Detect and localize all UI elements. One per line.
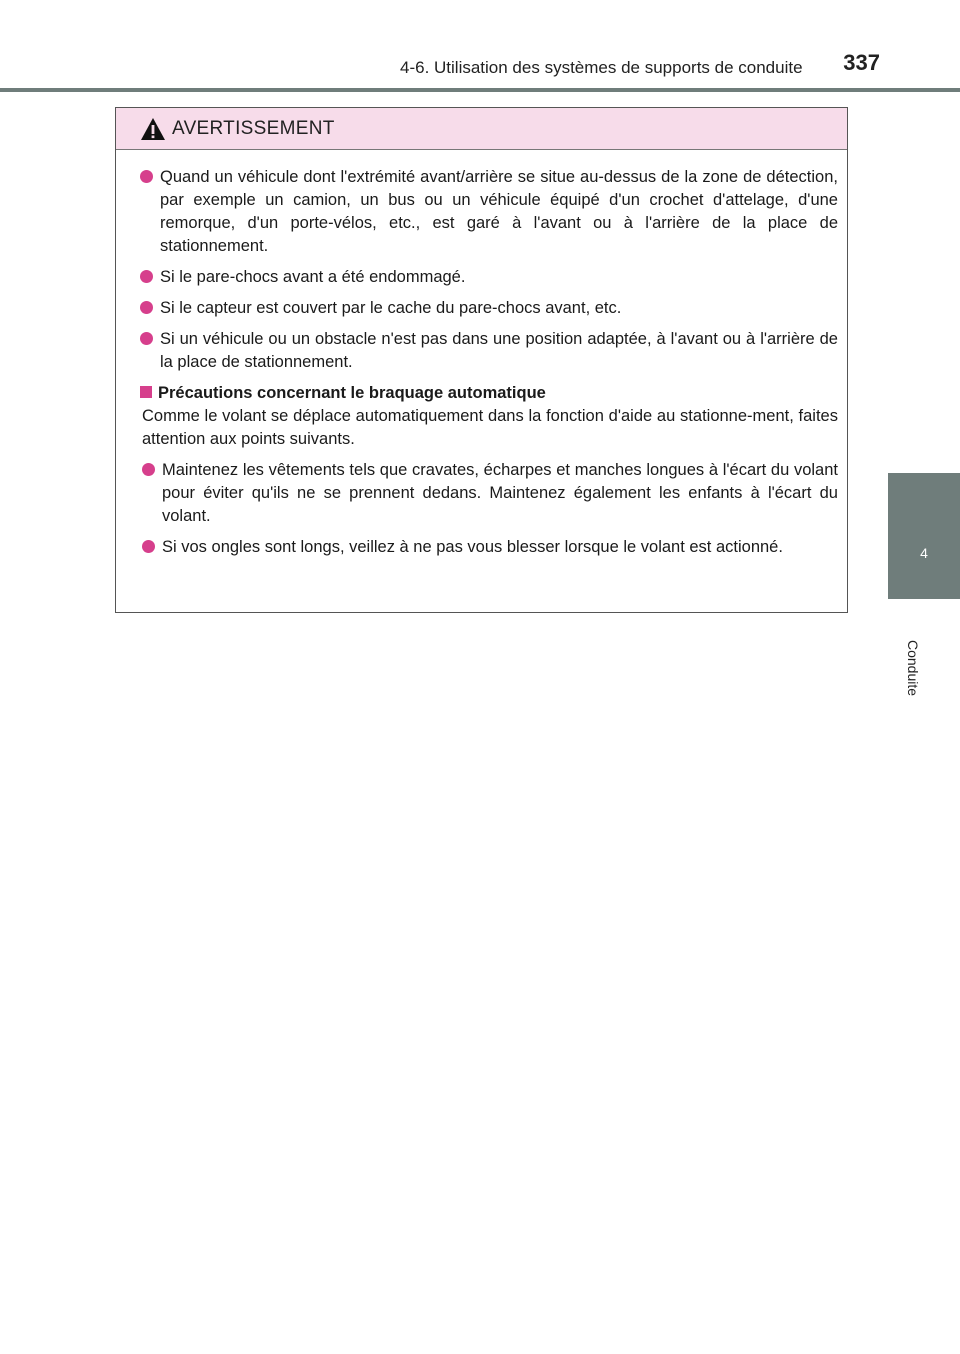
warning-box	[115, 107, 848, 613]
section-heading	[140, 382, 838, 405]
circle-bullet-icon	[140, 270, 153, 283]
chapter-side-tab	[888, 473, 960, 599]
circle-bullet-icon	[142, 463, 155, 476]
circle-bullet-icon	[140, 170, 153, 183]
chapter-label: Conduite	[905, 640, 921, 697]
square-marker-icon	[140, 386, 152, 398]
list-item-text: Quand un véhicule dont l'extrémité avant/arrière se situe au-dessus de la zone de détection, par exemple un camion, un bus ou un véhicule équipé d'un crochet d'attelage, d'une remorque, d'un porte-vélos, etc., est garé à l'avant ou à l'arrière de la place de stationnement.	[160, 168, 838, 255]
section-heading-text: Précautions concernant le braquage automatique	[158, 384, 546, 402]
list-item-text: Si un véhicule ou un obstacle n'est pas dans une position adaptée, à l'avant ou à l'arrière de la place de stationnement.	[160, 330, 838, 371]
header-rule	[0, 88, 960, 92]
warning-triangle-icon	[140, 117, 166, 141]
circle-bullet-icon	[140, 301, 153, 314]
page-number: 337	[843, 50, 880, 75]
list-item	[142, 536, 838, 559]
circle-bullet-icon	[142, 540, 155, 553]
chapter-number: 4	[920, 545, 928, 561]
list-item	[140, 266, 838, 289]
list-item	[142, 459, 838, 528]
list-item	[140, 297, 838, 320]
warning-body	[116, 150, 847, 559]
list-item	[140, 166, 838, 258]
list-item-text: Si le pare-chocs avant a été endommagé.	[160, 268, 466, 286]
list-item-text: Si vos ongles sont longs, veillez à ne pas vous blesser lorsque le volant est actionné.	[162, 538, 783, 556]
circle-bullet-icon	[140, 332, 153, 345]
warning-title: AVERTISSEMENT	[172, 117, 335, 139]
warning-header	[116, 108, 847, 150]
list-item-text: Si le capteur est couvert par le cache du pare-chocs avant, etc.	[160, 299, 622, 317]
section-paragraph: Comme le volant se déplace automatiquement dans la fonction d'aide au stationne-ment, faites attention aux points suivants.	[142, 407, 838, 448]
list-item-text: Maintenez les vêtements tels que cravates, écharpes et manches longues à l'écart du volant pour éviter qu'ils ne se prennent dedans. Maintenez également les enfants à l'écart du volant.	[162, 461, 838, 525]
list-item	[140, 328, 838, 374]
section-title: 4-6. Utilisation des systèmes de supports de conduite	[400, 58, 803, 77]
